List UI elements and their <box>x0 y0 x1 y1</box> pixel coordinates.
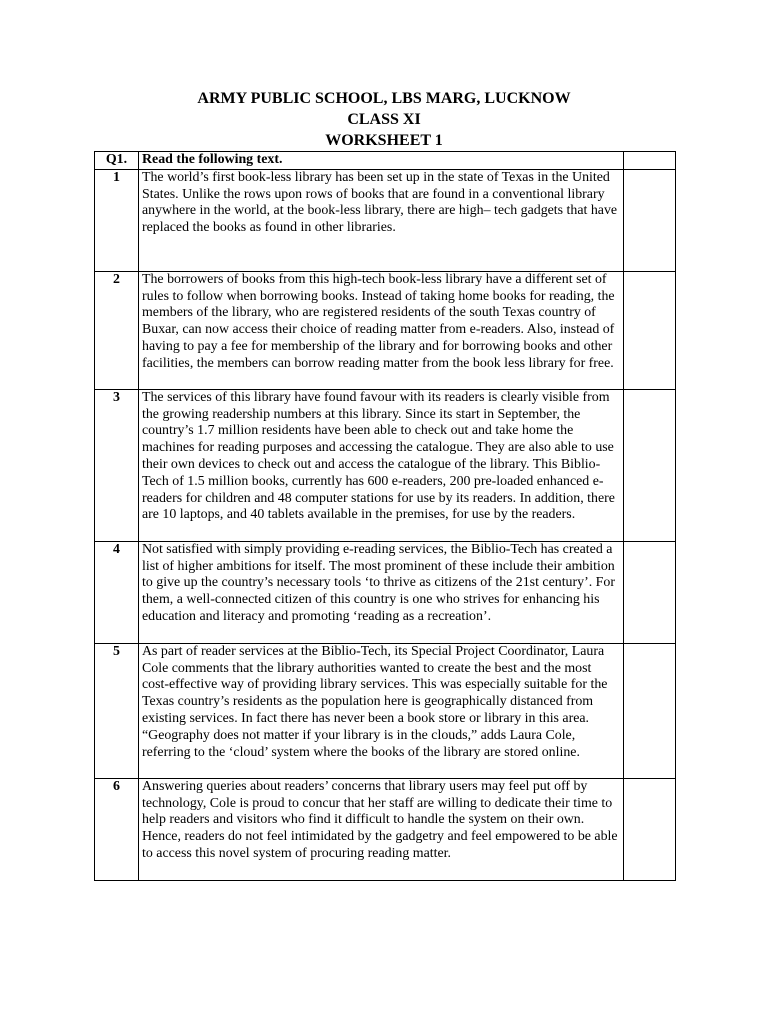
table-row <box>95 778 676 880</box>
marks-cell <box>624 271 676 389</box>
paragraph-number: 1 <box>95 169 139 271</box>
table-row <box>95 389 676 541</box>
paragraph-number: 3 <box>95 389 139 541</box>
marks-cell <box>624 541 676 643</box>
paragraph-text: As part of reader services at the Biblio-Tech, its Special Project Coordinator, Laura Cole comments that the library authorities wanted to create the best and the most cost-effective way of providing library services. This was especially suitable for the Texas country’s residents as the population here is geographically distanced from existing services. In fact there has never been a book store or library in this area. “Geography does not matter if your library is in the clouds,” adds Laura Cole, referring to the ‘cloud’ system where the books of the library are stored online. <box>139 643 624 778</box>
worksheet-header <box>0 88 768 151</box>
marks-cell <box>624 152 676 170</box>
paragraph-number: 4 <box>95 541 139 643</box>
table-row <box>95 169 676 271</box>
paragraph-text: The borrowers of books from this high-tech book-less library have a different set of rules to follow when borrowing books. Instead of taking home books for reading, the members of the library, who are registered residents of the south Texas country of Buxar, can now access their choice of reading matter from e-readers. Also, instead of having to pay a fee for membership of the library and for borrowing books and other facilities, the members can borrow reading matter from the book less library for free. <box>139 271 624 389</box>
question-instruction: Read the following text. <box>139 152 624 170</box>
marks-cell <box>624 778 676 880</box>
paragraph-text: Answering queries about readers’ concerns that library users may feel put off by technology, Cole is proud to concur that her staff are willing to dedicate their time to help readers and visitors who find it difficult to handle the system on their own. Hence, readers do not feel intimidated by the gadgetry and feel empowered to be able to access this novel system of procuring reading matter. <box>139 778 624 880</box>
paragraph-number: 6 <box>95 778 139 880</box>
class-label: CLASS XI <box>347 111 421 128</box>
question-number: Q1. <box>95 152 139 170</box>
paragraph-text: The world’s first book-less library has been set up in the state of Texas in the United States. Unlike the rows upon rows of books that are found in a conventional library anywhere in the world, at the book-less library, there are high– tech gadgets that have replaced the books as found in other libraries. <box>139 169 624 271</box>
paragraph-number: 2 <box>95 271 139 389</box>
worksheet-title: WORKSHEET 1 <box>325 132 443 149</box>
school-name: ARMY PUBLIC SCHOOL, LBS MARG, LUCKNOW <box>197 90 571 107</box>
paragraph-number: 5 <box>95 643 139 778</box>
table-row <box>95 271 676 389</box>
paragraph-text: Not satisfied with simply providing e-reading services, the Biblio-Tech has created a list of higher ambitions for itself. The most prominent of these include their ambition to give up the country’s necessary tools ‘to thrive as citizens of the 21st century’. For them, a well-connected citizen of this country is one who strives for enhancing his education and literacy and promoting ‘reading as a recreation’. <box>139 541 624 643</box>
marks-cell <box>624 389 676 541</box>
table-row <box>95 643 676 778</box>
table-row <box>95 541 676 643</box>
paragraph-text: The services of this library have found favour with its readers is clearly visible from the growing readership numbers at this library. Since its start in September, the country’s 1.7 million residents have been able to check out and take home the machines for reading purposes and accessing the catalogue. They are also able to use their own devices to check out and access the catalogue of the library. This Biblio-Tech of 1.5 million books, currently has 600 e-readers, 200 pre-loaded enhanced e-readers for children and 48 computer stations for use by its readers. In addition, there are 10 laptops, and 40 tablets available in the premises, for use by the readers. <box>139 389 624 541</box>
worksheet-table <box>94 151 676 881</box>
marks-cell <box>624 169 676 271</box>
marks-cell <box>624 643 676 778</box>
question-row <box>95 152 676 170</box>
